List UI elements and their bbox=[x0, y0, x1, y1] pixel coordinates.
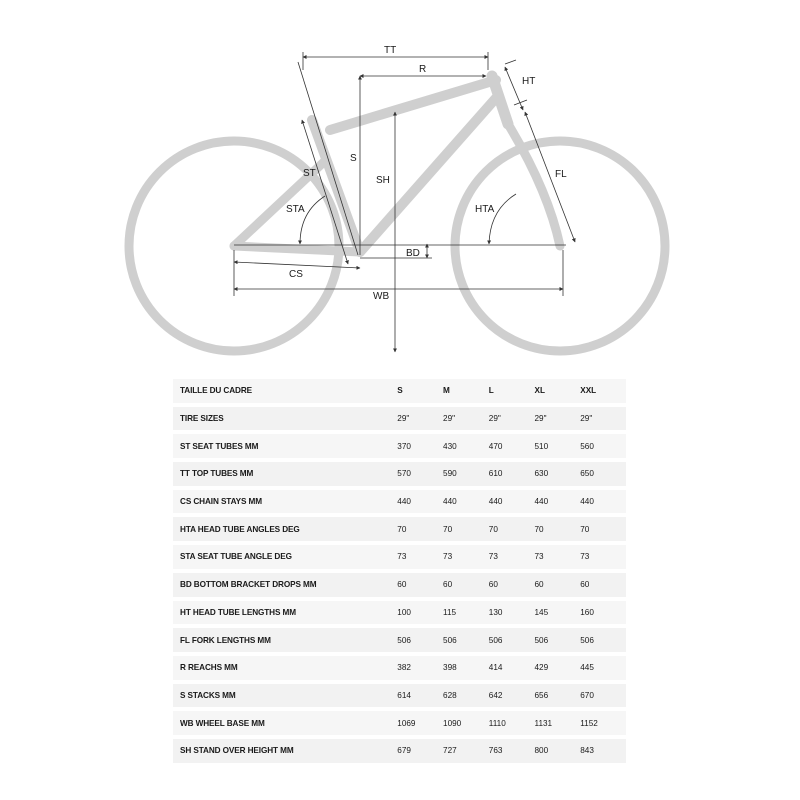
cell-value: 470 bbox=[489, 434, 535, 458]
cell-value: 1152 bbox=[580, 711, 626, 735]
cell-value: 73 bbox=[580, 545, 626, 569]
table-row bbox=[173, 545, 626, 569]
label-hta: HTA bbox=[475, 204, 495, 215]
table-row bbox=[173, 490, 626, 514]
label-r: R bbox=[419, 64, 427, 75]
cell-value: 590 bbox=[443, 462, 489, 486]
cell-value: 29" bbox=[580, 407, 626, 431]
cell-value: 70 bbox=[397, 517, 443, 541]
cell-value: 628 bbox=[443, 684, 489, 708]
row-label: HT HEAD TUBE LENGTHS MM bbox=[173, 601, 397, 625]
cell-value: 763 bbox=[489, 739, 535, 763]
cell-value: 60 bbox=[443, 573, 489, 597]
row-label: HTA HEAD TUBE ANGLES DEG bbox=[173, 517, 397, 541]
table-row bbox=[173, 462, 626, 486]
cell-value: 60 bbox=[397, 573, 443, 597]
head-tube bbox=[492, 76, 508, 124]
table-header-row bbox=[173, 379, 626, 403]
cell-value: 440 bbox=[580, 490, 626, 514]
row-label: ST SEAT TUBES MM bbox=[173, 434, 397, 458]
cell-value: 1069 bbox=[397, 711, 443, 735]
label-bd: BD bbox=[406, 248, 420, 259]
row-label: R REACHS MM bbox=[173, 656, 397, 680]
header-size-m: M bbox=[443, 379, 489, 403]
cell-value: 506 bbox=[580, 628, 626, 652]
cell-value: 100 bbox=[397, 601, 443, 625]
geometry-table bbox=[173, 375, 626, 767]
cell-value: 510 bbox=[535, 434, 581, 458]
label-sta: STA bbox=[286, 204, 305, 215]
table-row bbox=[173, 684, 626, 708]
cell-value: 115 bbox=[443, 601, 489, 625]
label-wb: WB bbox=[373, 291, 390, 302]
cell-value: 440 bbox=[443, 490, 489, 514]
label-tt: TT bbox=[384, 45, 397, 56]
label-ht: HT bbox=[522, 76, 536, 87]
chain-stay bbox=[234, 246, 360, 252]
row-label: CS CHAIN STAYS MM bbox=[173, 490, 397, 514]
cell-value: 727 bbox=[443, 739, 489, 763]
table-row bbox=[173, 711, 626, 735]
cell-value: 73 bbox=[535, 545, 581, 569]
cell-value: 440 bbox=[397, 490, 443, 514]
table-row bbox=[173, 601, 626, 625]
table-row bbox=[173, 656, 626, 680]
header-size-xxl: XXL bbox=[580, 379, 626, 403]
cell-value: 73 bbox=[397, 545, 443, 569]
cell-value: 73 bbox=[489, 545, 535, 569]
cell-value: 630 bbox=[535, 462, 581, 486]
cell-value: 1090 bbox=[443, 711, 489, 735]
cell-value: 73 bbox=[443, 545, 489, 569]
cell-value: 440 bbox=[489, 490, 535, 514]
header-size-s: S bbox=[397, 379, 443, 403]
cell-value: 145 bbox=[535, 601, 581, 625]
cell-value: 800 bbox=[535, 739, 581, 763]
header-frame-size: TAILLE DU CADRE bbox=[173, 379, 397, 403]
cell-value: 29" bbox=[535, 407, 581, 431]
cell-value: 160 bbox=[580, 601, 626, 625]
cell-value: 610 bbox=[489, 462, 535, 486]
bike-geometry-diagram bbox=[0, 0, 800, 370]
header-size-xl: XL bbox=[535, 379, 581, 403]
cell-value: 440 bbox=[535, 490, 581, 514]
cell-value: 843 bbox=[580, 739, 626, 763]
table-row bbox=[173, 407, 626, 431]
cell-value: 570 bbox=[397, 462, 443, 486]
cell-value: 614 bbox=[397, 684, 443, 708]
row-label: STA SEAT TUBE ANGLE DEG bbox=[173, 545, 397, 569]
table-row bbox=[173, 573, 626, 597]
cell-value: 29" bbox=[397, 407, 443, 431]
cell-value: 70 bbox=[489, 517, 535, 541]
table-row bbox=[173, 628, 626, 652]
table-row bbox=[173, 739, 626, 763]
cell-value: 29" bbox=[443, 407, 489, 431]
table-row bbox=[173, 517, 626, 541]
cell-value: 445 bbox=[580, 656, 626, 680]
cell-value: 670 bbox=[580, 684, 626, 708]
table-row bbox=[173, 434, 626, 458]
cell-value: 679 bbox=[397, 739, 443, 763]
cell-value: 60 bbox=[535, 573, 581, 597]
row-label: FL FORK LENGTHS MM bbox=[173, 628, 397, 652]
row-label: SH STAND OVER HEIGHT MM bbox=[173, 739, 397, 763]
cell-value: 70 bbox=[580, 517, 626, 541]
cell-value: 60 bbox=[580, 573, 626, 597]
cell-value: 1110 bbox=[489, 711, 535, 735]
row-label: WB WHEEL BASE MM bbox=[173, 711, 397, 735]
cell-value: 60 bbox=[489, 573, 535, 597]
cell-value: 506 bbox=[489, 628, 535, 652]
cell-value: 650 bbox=[580, 462, 626, 486]
cell-value: 370 bbox=[397, 434, 443, 458]
row-label: TIRE SIZES bbox=[173, 407, 397, 431]
cell-value: 70 bbox=[443, 517, 489, 541]
label-fl: FL bbox=[555, 169, 567, 180]
cell-value: 506 bbox=[397, 628, 443, 652]
label-sh: SH bbox=[376, 175, 390, 186]
cell-value: 414 bbox=[489, 656, 535, 680]
row-label: TT TOP TUBES MM bbox=[173, 462, 397, 486]
cell-value: 382 bbox=[397, 656, 443, 680]
cell-value: 656 bbox=[535, 684, 581, 708]
cell-value: 29" bbox=[489, 407, 535, 431]
label-st: ST bbox=[303, 168, 316, 179]
cell-value: 1131 bbox=[535, 711, 581, 735]
cell-value: 430 bbox=[443, 434, 489, 458]
row-label: S STACKS MM bbox=[173, 684, 397, 708]
bike-frame bbox=[129, 76, 665, 351]
label-cs: CS bbox=[289, 269, 303, 280]
label-s: S bbox=[350, 153, 357, 164]
cell-value: 429 bbox=[535, 656, 581, 680]
cell-value: 130 bbox=[489, 601, 535, 625]
row-label: BD BOTTOM BRACKET DROPS MM bbox=[173, 573, 397, 597]
header-size-l: L bbox=[489, 379, 535, 403]
cell-value: 398 bbox=[443, 656, 489, 680]
cell-value: 70 bbox=[535, 517, 581, 541]
cell-value: 506 bbox=[535, 628, 581, 652]
cell-value: 642 bbox=[489, 684, 535, 708]
cell-value: 506 bbox=[443, 628, 489, 652]
cell-value: 560 bbox=[580, 434, 626, 458]
